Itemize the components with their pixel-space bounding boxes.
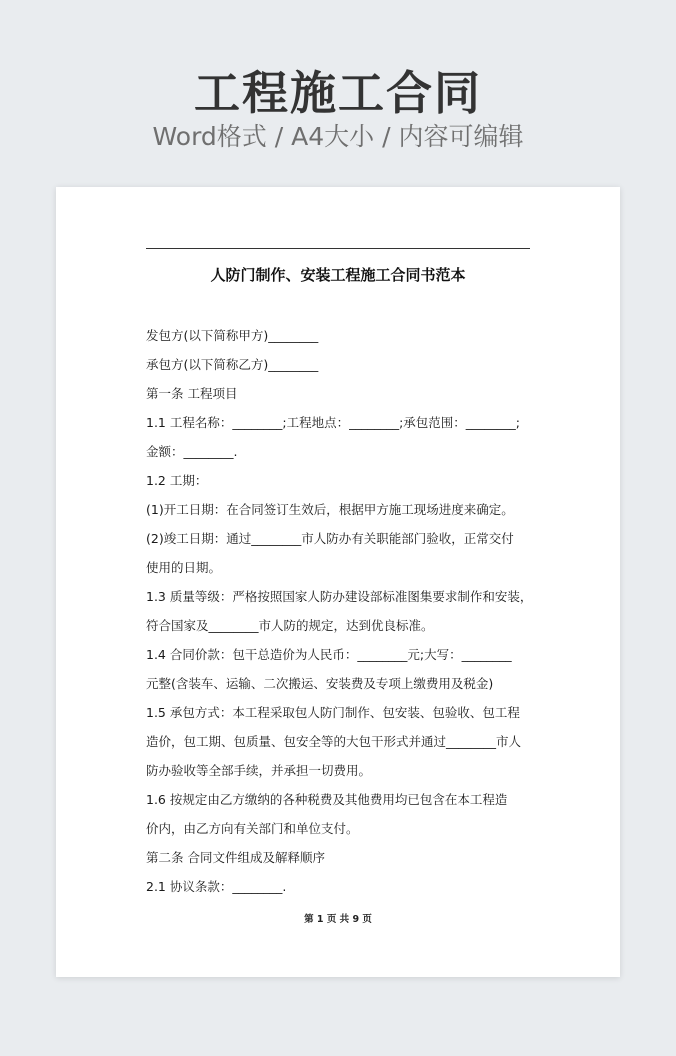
clause-line: 金额：________. [146,444,238,459]
clause-line: 价内，由乙方向有关部门和单位支付。 [146,821,359,836]
document-title: 人防门制作、安装工程施工合同书范本 [210,266,466,284]
document-body [146,321,546,901]
clause-line: 使用的日期。 [146,560,222,575]
clause-line: 1.4 合同价款：包干总造价为人民币：________元;大写：________ [146,647,512,662]
clause-line: 造价，包工期、包质量、包安全等的大包干形式并通过________市人 [146,734,522,749]
clause-line: (2)竣工日期：通过________市人防办有关职能部门验收，正常交付 [146,531,514,546]
page-banner-title: 工程施工合同 [194,66,482,120]
page-number: 第 1 页 共 9 页 [304,914,372,925]
clause-line: 1.2 工期： [146,473,208,488]
party-b-line: 承包方(以下简称乙方)________ [146,357,319,372]
clause-line: 元整(含装车、运输、二次搬运、安装费及专项上缴费用及税金) [146,676,494,691]
header-divider [146,248,530,249]
clause-line: 1.6 按规定由乙方缴纳的各种税费及其他费用均已包含在本工程造 [146,792,508,807]
clause-line: 符合国家及________市人防的规定，达到优良标准。 [146,618,434,633]
clause-line: 2.1 协议条款：________. [146,879,287,894]
clause-line: 防办验收等全部手续，并承担一切费用。 [146,763,372,778]
page-banner-subtitle: Word格式 / A4大小 / 内容可编辑 [152,122,524,151]
clause-line: (1)开工日期：在合同签订生效后，根据甲方施工现场进度来确定。 [146,502,514,517]
document-page [56,187,620,977]
party-a-line: 发包方(以下简称甲方)________ [146,328,319,343]
article-heading: 第二条 合同文件组成及解释顺序 [146,850,325,865]
clause-line: 1.3 质量等级：严格按照国家人防办建设部标准图集要求制作和安装， [146,589,533,604]
article-heading: 第一条 工程项目 [146,386,238,401]
clause-line: 1.1 工程名称：________;工程地点：________;承包范围：________; [146,415,520,430]
clause-line: 1.5 承包方式：本工程采取包人防门制作、包安装、包验收、包工程 [146,705,520,720]
